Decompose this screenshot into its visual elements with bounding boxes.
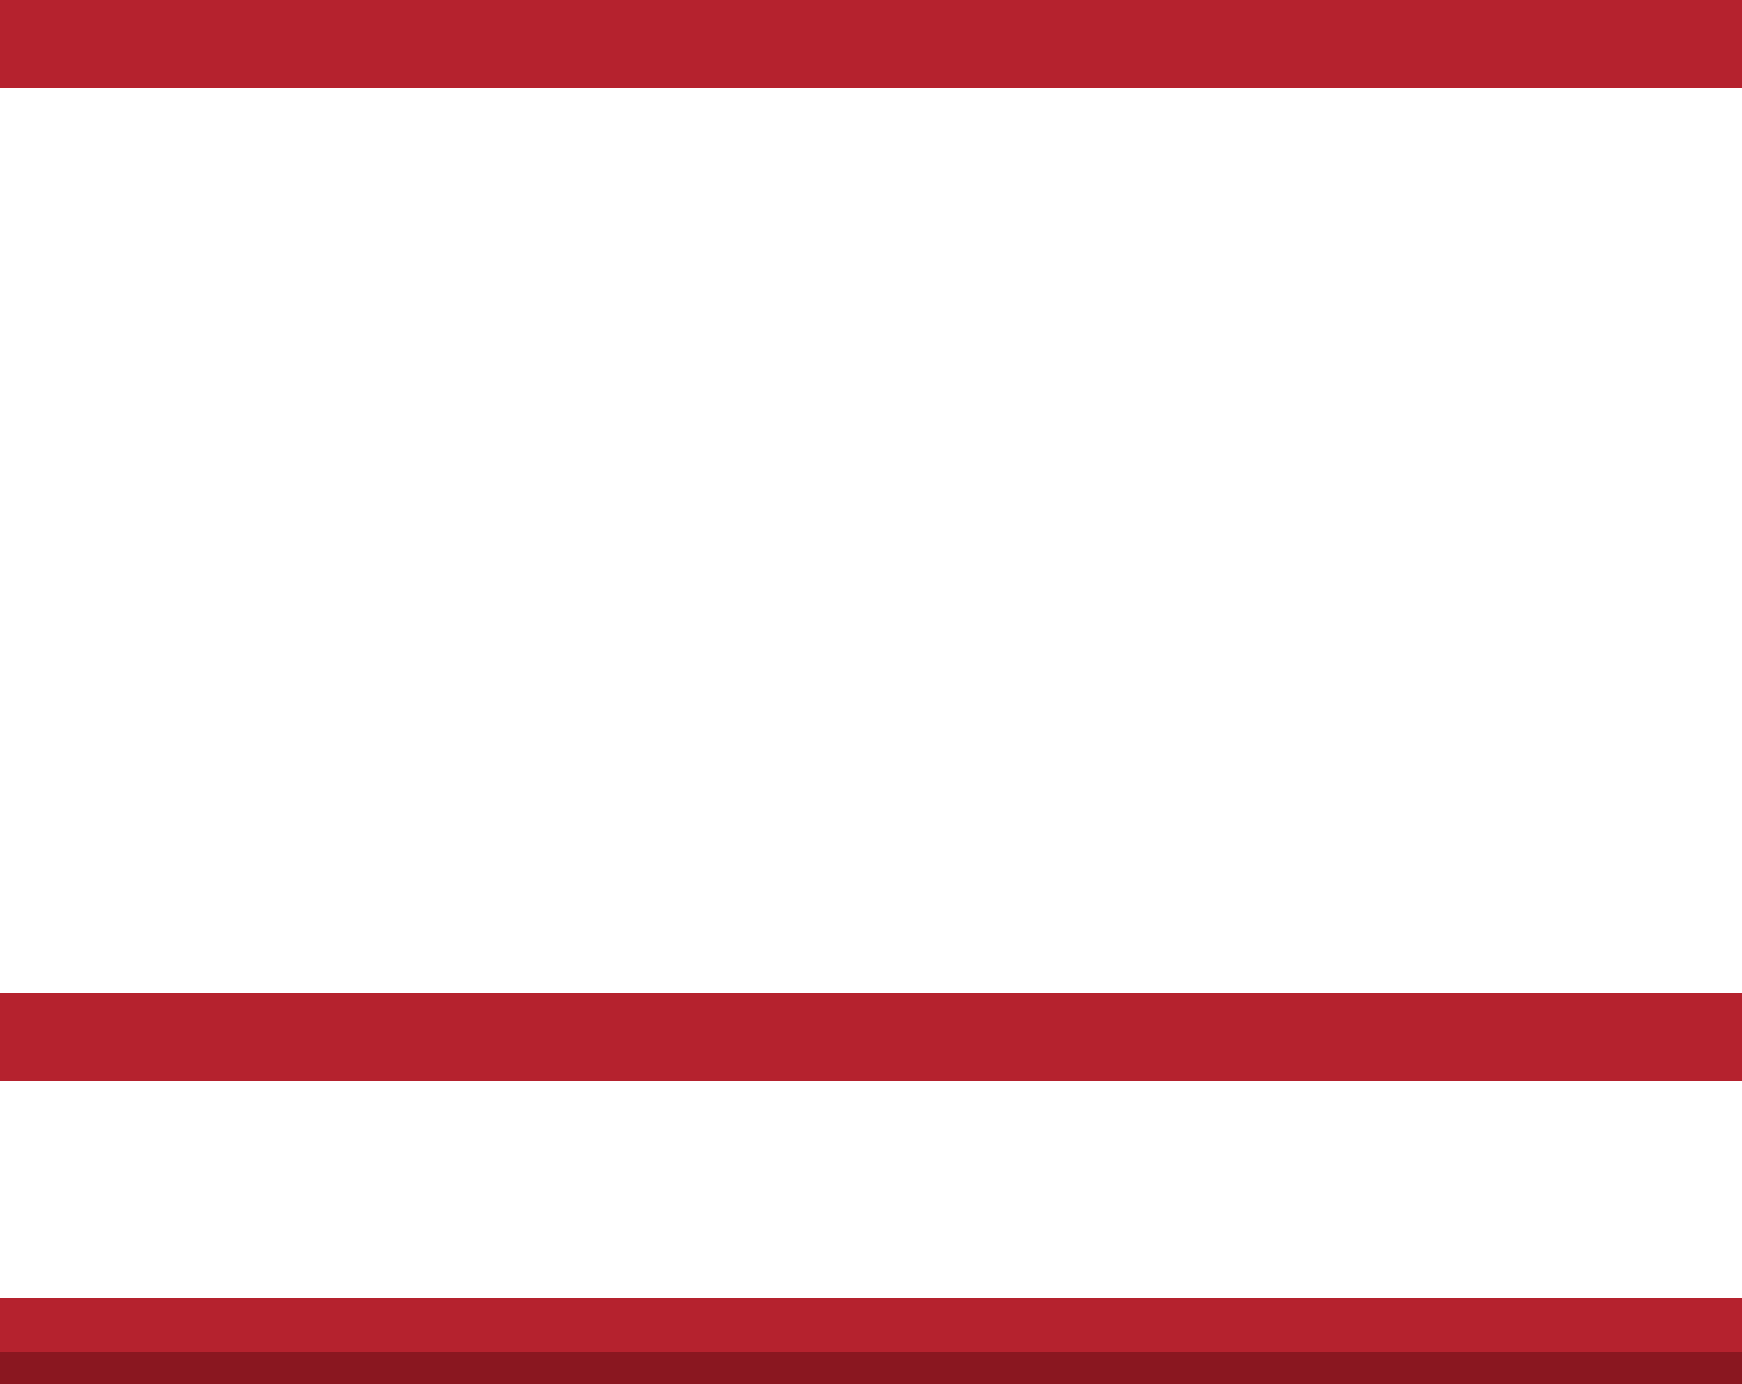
section-header-second-hand (0, 993, 1742, 1081)
section-header-new-house (0, 0, 1742, 88)
image-source-caption (0, 1352, 1742, 1384)
